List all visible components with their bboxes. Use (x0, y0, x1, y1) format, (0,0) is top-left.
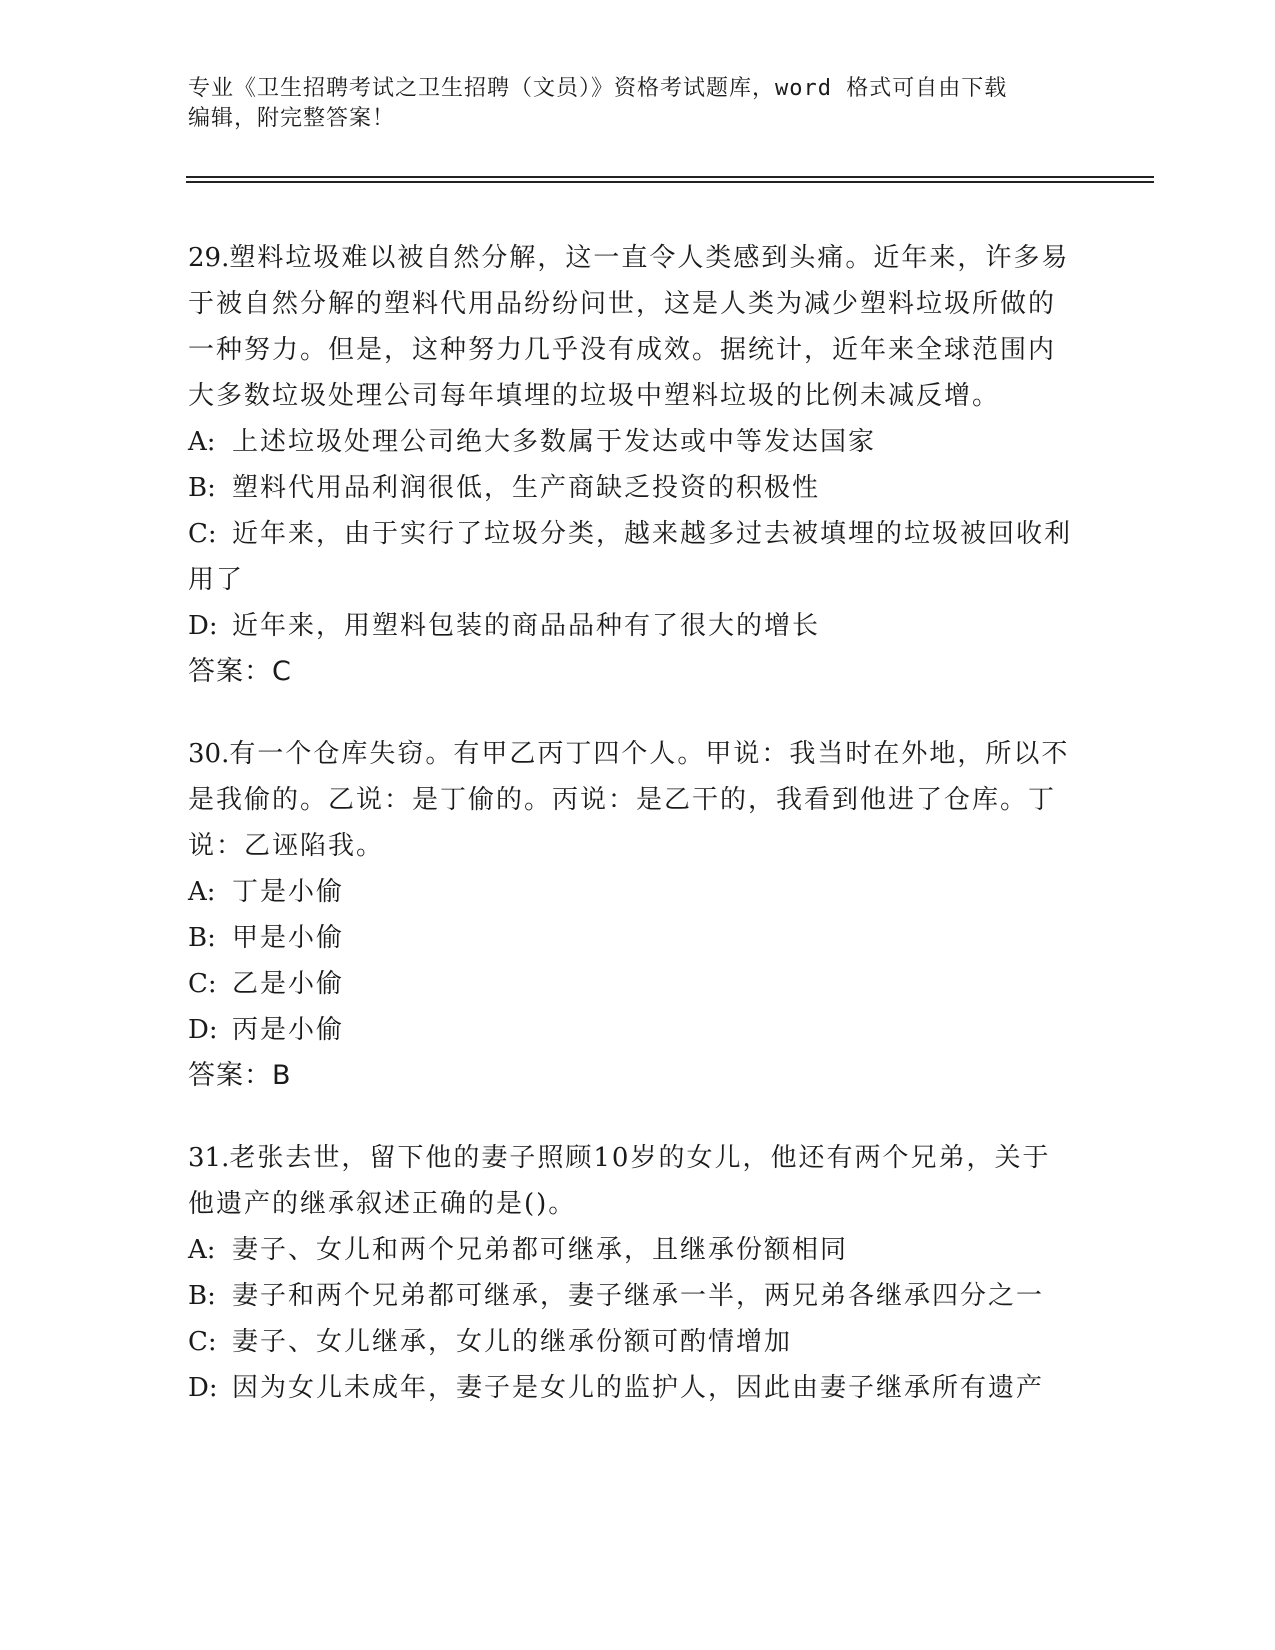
option-d (188, 1007, 1078, 1053)
option-text: 妻子、女儿和两个兄弟都可继承，且继承份额相同 (232, 1235, 849, 1265)
question-body: 有一个仓库失窃。有甲乙丙丁四个人。甲说：我当时在外地，所以不是我偷的。乙说：是丁偷的。丙说：是乙干的，我看到他进了仓库。丁说：乙诬陷我。 (188, 739, 1070, 861)
question-body: 老张去世，留下他的妻子照顾10岁的女儿，他还有两个兄弟，关于他遗产的继承叙述正确的是()。 (188, 1143, 1051, 1219)
question-text (188, 1135, 1078, 1227)
option-key: C: (188, 1327, 217, 1357)
option-text: 因为女儿未成年，妻子是女儿的监护人，因此由妻子继承所有遗产 (232, 1373, 1045, 1403)
option-b (188, 1273, 1078, 1319)
question-body: 塑料垃圾难以被自然分解，这一直令人类感到头痛。近年来，许多易于被自然分解的塑料代用品纷纷问世，这是人类为减少塑料垃圾所做的一种努力。但是，这种努力几乎没有成效。据统计，近年来全球范围内大多数垃圾处理公司每年填埋的垃圾中塑料垃圾的比例未减反增。 (188, 243, 1070, 411)
option-b (188, 465, 1078, 511)
option-key: B: (188, 473, 216, 503)
option-key: C: (188, 969, 217, 999)
header-divider-bottom (186, 181, 1154, 183)
header-divider-top (186, 176, 1154, 178)
header-line-2: 编辑，附完整答案！ (188, 106, 396, 131)
question-29 (188, 235, 1078, 695)
option-text: 上述垃圾处理公司绝大多数属于发达或中等发达国家 (232, 427, 877, 457)
answer-line: 答案：B (188, 1060, 292, 1091)
option-b (188, 915, 1078, 961)
option-key: D: (188, 1015, 218, 1045)
option-text: 近年来，用塑料包装的商品品种有了很大的增长 (232, 611, 821, 641)
option-key: D: (188, 1373, 218, 1403)
option-key: A: (188, 427, 216, 457)
option-text: 妻子、女儿继承，女儿的继承份额可酌情增加 (232, 1327, 793, 1357)
option-text: 丙是小偷 (232, 1015, 345, 1045)
question-number: 31. (188, 1143, 230, 1173)
question-text (188, 731, 1078, 869)
option-text: 丁是小偷 (232, 877, 345, 907)
option-text: 乙是小偷 (232, 969, 345, 999)
option-a (188, 1227, 1078, 1273)
question-text (188, 235, 1078, 419)
option-d (188, 1365, 1078, 1411)
document-header (188, 74, 1068, 134)
option-text: 塑料代用品利润很低，生产商缺乏投资的积极性 (232, 473, 821, 503)
option-c (188, 1319, 1078, 1365)
option-a (188, 419, 1078, 465)
option-key: A: (188, 877, 216, 907)
option-text: 近年来，由于实行了垃圾分类，越来越多过去被填埋的垃圾被回收利用了 (188, 519, 1073, 595)
option-text: 甲是小偷 (232, 923, 345, 953)
question-list (188, 235, 1078, 1447)
option-key: D: (188, 611, 218, 641)
option-key: A: (188, 1235, 216, 1265)
question-number: 29. (188, 243, 230, 273)
answer-line: 答案：C (188, 656, 292, 687)
option-c (188, 511, 1078, 603)
option-d (188, 603, 1078, 649)
option-key: B: (188, 923, 216, 953)
question-31 (188, 1135, 1078, 1411)
option-a (188, 869, 1078, 915)
question-30 (188, 731, 1078, 1099)
option-text: 妻子和两个兄弟都可继承，妻子继承一半，两兄弟各继承四分之一 (232, 1281, 1045, 1311)
option-key: B: (188, 1281, 216, 1311)
header-line-1: 专业《卫生招聘考试之卫生招聘（文员）》资格考试题库，word 格式可自由下载 (188, 76, 1008, 101)
option-c (188, 961, 1078, 1007)
question-number: 30. (188, 739, 230, 769)
option-key: C: (188, 519, 217, 549)
